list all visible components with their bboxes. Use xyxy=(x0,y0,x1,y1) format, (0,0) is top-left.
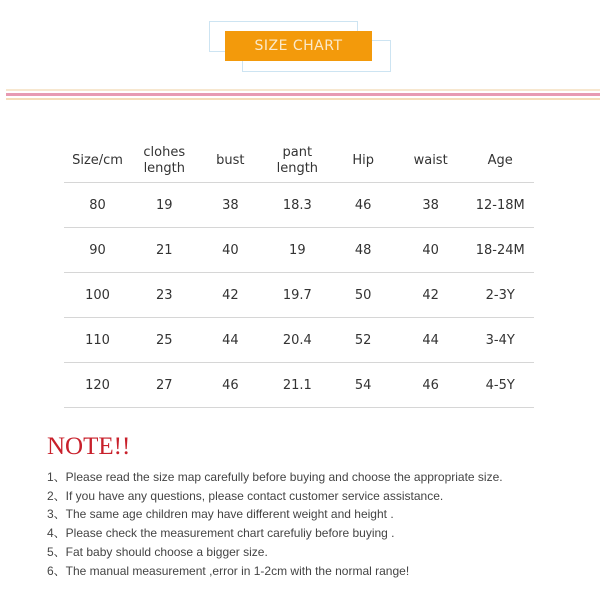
table-cell: 38 xyxy=(395,183,467,228)
table-cell: 21.1 xyxy=(263,363,331,408)
header-clothes-length: clohes length xyxy=(143,145,186,176)
table-cell: 18-24M xyxy=(466,228,534,273)
header-hip: Hip xyxy=(352,153,374,169)
table-cell: 20.4 xyxy=(263,318,331,363)
table-cell: 44 xyxy=(198,318,264,363)
table-cell: 46 xyxy=(198,363,264,408)
note-title: NOTE!! xyxy=(47,433,131,460)
divider xyxy=(6,93,600,96)
table-cell: 80 xyxy=(64,183,131,228)
divider xyxy=(6,89,600,91)
note-item: 5、Fat baby should choose a bigger size. xyxy=(47,544,268,559)
size-chart-title: SIZE CHART xyxy=(225,31,372,61)
table-row xyxy=(64,183,534,228)
table-cell: 54 xyxy=(331,363,394,408)
table-cell: 38 xyxy=(198,183,264,228)
table-cell: 40 xyxy=(198,228,264,273)
table-cell: 4-5Y xyxy=(466,363,534,408)
note-list xyxy=(47,468,503,580)
header-size: Size/cm xyxy=(72,153,123,169)
table-cell: 46 xyxy=(331,183,394,228)
table-cell: 19.7 xyxy=(263,273,331,318)
table-cell: 19 xyxy=(131,183,197,228)
header-pant-length: pant length xyxy=(276,145,319,176)
table-cell: 48 xyxy=(331,228,394,273)
table-cell: 3-4Y xyxy=(466,318,534,363)
header-age: Age xyxy=(487,153,513,169)
header-bust: bust xyxy=(216,153,245,169)
note-item: 2、If you have any questions, please contact customer service assistance. xyxy=(47,488,444,503)
note-item: 1、Please read the size map carefully before buying and choose the appropriate size. xyxy=(47,470,503,484)
table-cell: 21 xyxy=(131,228,197,273)
table-cell: 46 xyxy=(395,363,467,408)
table-cell: 50 xyxy=(331,273,394,318)
table-cell: 18.3 xyxy=(263,183,331,228)
table-cell: 40 xyxy=(395,228,467,273)
table-cell: 44 xyxy=(395,318,467,363)
table-row xyxy=(64,228,534,273)
table-cell: 42 xyxy=(395,273,467,318)
table-row xyxy=(64,318,534,363)
table-cell: 23 xyxy=(131,273,197,318)
table-cell: 2-3Y xyxy=(466,273,534,318)
divider xyxy=(6,98,600,100)
table-cell: 27 xyxy=(131,363,197,408)
size-table xyxy=(64,140,534,408)
table-row xyxy=(64,273,534,318)
table-cell: 90 xyxy=(64,228,131,273)
header-waist: waist xyxy=(413,153,448,169)
table-cell: 110 xyxy=(64,318,131,363)
table-cell: 120 xyxy=(64,363,131,408)
table-cell: 52 xyxy=(331,318,394,363)
note-item: 3、The same age children may have different weight and height . xyxy=(47,507,394,522)
note-item: 4、Please check the measurement chart carefuliy before buying . xyxy=(47,526,395,541)
note-item: 6、The manual measurement ,error in 1-2cm with the normal range! xyxy=(47,563,410,578)
table-cell: 100 xyxy=(64,273,131,318)
table-cell: 25 xyxy=(131,318,197,363)
table-header-row xyxy=(64,140,534,183)
table-cell: 19 xyxy=(263,228,331,273)
table-cell: 42 xyxy=(198,273,264,318)
table-row xyxy=(64,363,534,408)
table-cell: 12-18M xyxy=(466,183,534,228)
